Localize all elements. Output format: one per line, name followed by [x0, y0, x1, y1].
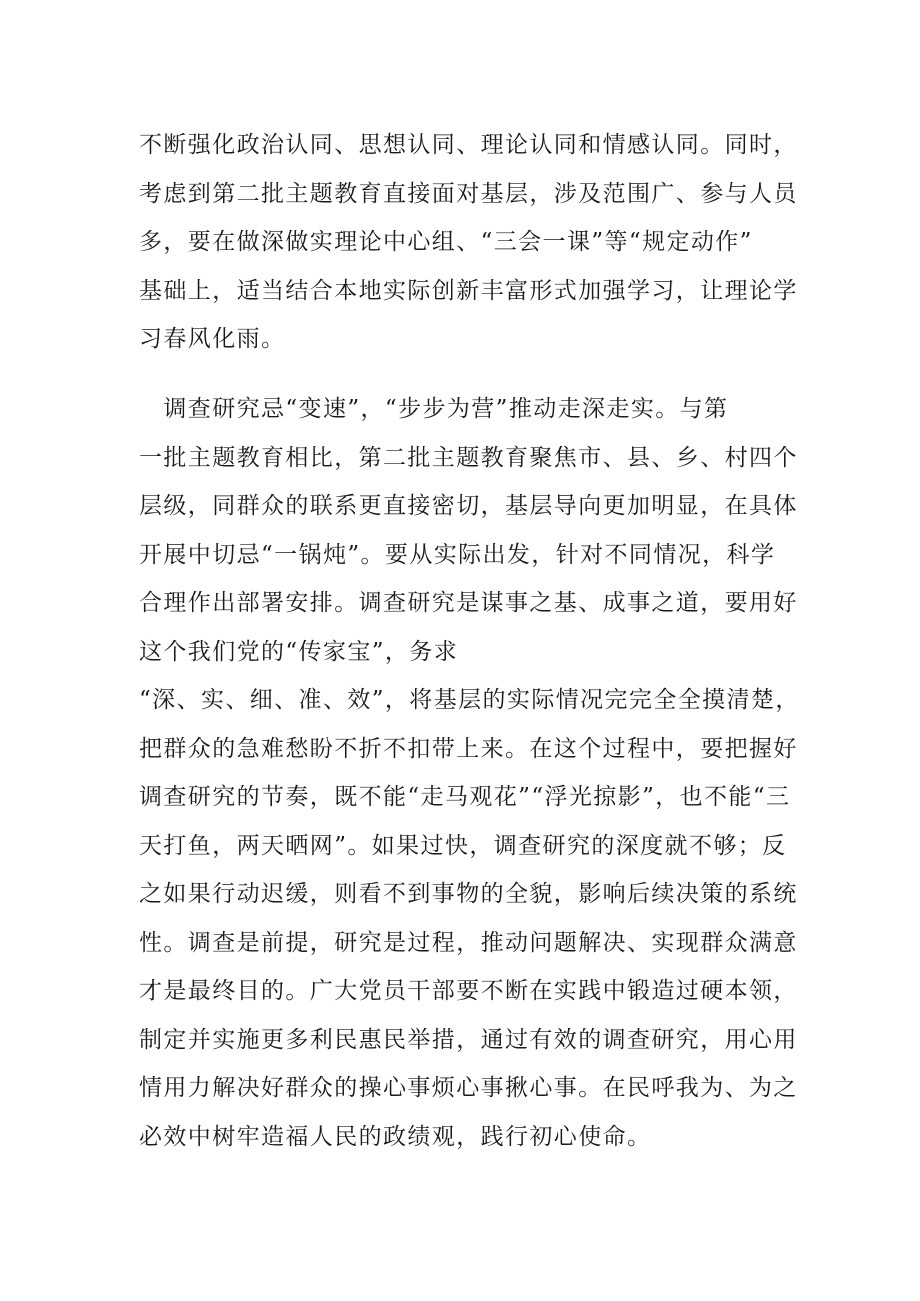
text-line: 不断强化政治认同、思想认同、理论认同和情感认同。同时， — [139, 132, 798, 158]
text-line: 情用力解决好群众的操心事烦心事揪心事。在民呼我为、为之 — [139, 1075, 798, 1101]
text-line: 调查研究的节奏，既不能“走马观花”“浮光掠影”，也不能“三 — [139, 784, 791, 810]
text-line: 调查研究忌“变速”，“步步为营”推动走深走实。与第 — [139, 396, 729, 422]
text-line: 层级，同群众的联系更直接密切，基层导向更加明显，在具体 — [139, 493, 798, 519]
text-line: 考虑到第二批主题教育直接面对基层，涉及范围广、参与人员 — [139, 180, 798, 207]
text-line: 习春风化雨。 — [139, 326, 286, 352]
text-line: “深、实、细、准、效”，将基层的实际情况完完全全摸清楚， — [139, 687, 800, 713]
text-line: 多，要在做深做实理论中心组、“三会一课”等“规定动作” — [139, 229, 753, 255]
text-line: 基础上，适当结合本地实际创新丰富形式加强学习，让理论学 — [139, 277, 798, 304]
text-line: 天打鱼，两天晒网”。如果过快，调查研究的深度就不够；反 — [139, 832, 787, 859]
paragraph-political-identity — [139, 121, 798, 364]
text-line: 才是最终目的。广大党员干部要不断在实践中锻造过硬本领， — [139, 978, 798, 1004]
paragraph-investigation-research — [139, 385, 800, 1161]
text-line: 必效中树牢造福人民的政绩观，践行初心使命。 — [139, 1123, 652, 1150]
text-line: 性。调查是前提，研究是过程，推动问题解决、实现群众满意 — [139, 929, 798, 956]
text-line: 一批主题教育相比，第二批主题教育聚焦市、县、乡、村四个 — [139, 444, 798, 471]
text-line: 合理作出部署安排。调查研究是谋事之基、成事之道，要用好 — [139, 590, 798, 616]
text-line: 开展中切忌“一锅炖”。要从实际出发，针对不同情况，科学 — [139, 541, 776, 568]
text-line: 之如果行动迟缓，则看不到事物的全貌，影响后续决策的系统 — [139, 881, 798, 907]
text-line: 这个我们党的“传家宝”，务求 — [139, 638, 459, 665]
text-line: 制定并实施更多利民惠民举措，通过有效的调查研究，用心用 — [139, 1026, 798, 1053]
text-line: 把群众的急难愁盼不折不扣带上来。在这个过程中，要把握好 — [139, 735, 798, 762]
